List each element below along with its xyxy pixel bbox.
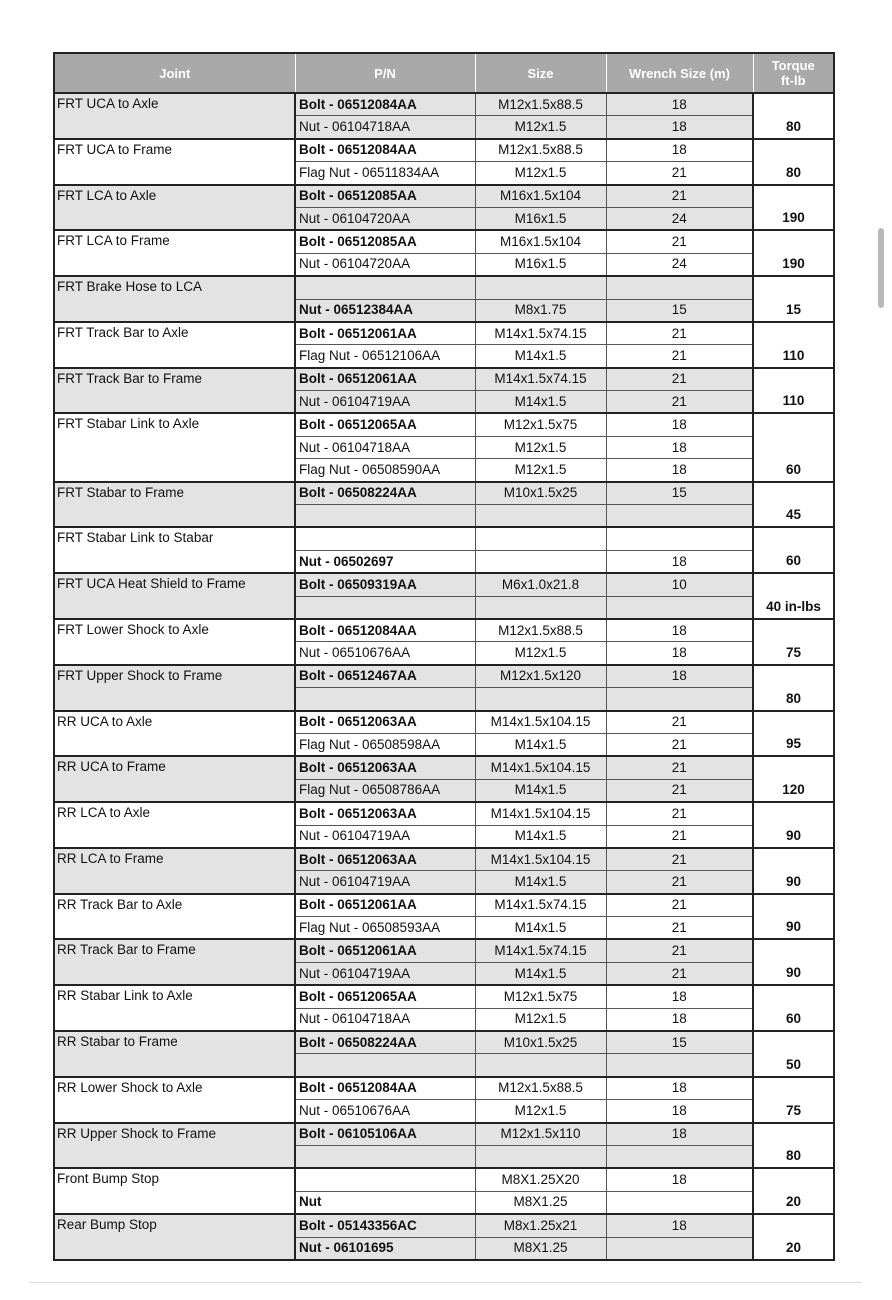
part-number-cell: Flag Nut - 06508593AA [295,917,475,940]
torque-value-cell: 110 [753,368,834,414]
part-number-cell: Flag Nut - 06508590AA [295,459,475,482]
size-cell: M6x1.0x21.8 [475,573,606,596]
size-cell: M14x1.5x104.15 [475,848,606,871]
torque-value-cell: 95 [753,711,834,757]
wrench-size-cell: 21 [606,230,753,253]
wrench-size-cell: 18 [606,1077,753,1100]
size-cell: M14x1.5x74.15 [475,322,606,345]
torque-value-cell: 190 [753,230,834,276]
part-number-cell: Flag Nut - 06508598AA [295,733,475,756]
size-cell: M12x1.5 [475,1100,606,1123]
table-row [54,368,834,391]
torque-spec-table [53,52,835,1261]
wrench-size-cell: 21 [606,894,753,917]
joint-cell: FRT UCA to Frame [54,139,295,185]
table-row [54,322,834,345]
table-row [54,1214,834,1237]
part-number-cell: Bolt - 06512084AA [295,1077,475,1100]
part-number-cell: Bolt - 06512063AA [295,802,475,825]
wrench-size-cell: 21 [606,848,753,871]
part-number-cell: Bolt - 06509319AA [295,573,475,596]
table-row [54,756,834,779]
size-cell: M12x1.5 [475,1008,606,1031]
torque-value-cell: 80 [753,93,834,139]
torque-value-cell: 110 [753,322,834,368]
header-torque-line2: ft-lb [780,73,806,88]
table-row [54,139,834,162]
table-row [54,93,834,116]
torque-value-cell: 120 [753,756,834,802]
table-row [54,230,834,253]
size-cell: M16x1.5 [475,207,606,230]
part-number-cell: Bolt - 06512061AA [295,894,475,917]
joint-cell: RR Track Bar to Axle [54,894,295,940]
size-cell: M16x1.5x104 [475,230,606,253]
size-cell [475,505,606,528]
table-row [54,665,834,688]
part-number-cell: Bolt - 06512061AA [295,368,475,391]
joint-cell: RR Upper Shock to Frame [54,1123,295,1169]
wrench-size-cell: 18 [606,1100,753,1123]
part-number-cell [295,596,475,619]
wrench-size-cell: 18 [606,550,753,573]
part-number-cell [295,527,475,550]
size-cell: M8x1.75 [475,299,606,322]
wrench-size-cell: 18 [606,1214,753,1237]
header-torque [753,53,834,93]
part-number-cell: Nut - 06101695 [295,1237,475,1260]
size-cell: M12x1.5 [475,642,606,665]
torque-value-cell: 90 [753,894,834,940]
joint-cell: FRT LCA to Axle [54,185,295,231]
torque-value-cell: 60 [753,985,834,1031]
part-number-cell: Flag Nut - 06508786AA [295,779,475,802]
part-number-cell: Bolt - 06512467AA [295,665,475,688]
part-number-cell: Nut - 06104718AA [295,1008,475,1031]
joint-cell: RR UCA to Axle [54,711,295,757]
part-number-cell: Flag Nut - 06511834AA [295,162,475,185]
size-cell [475,596,606,619]
wrench-size-cell: 21 [606,391,753,414]
wrench-size-cell: 18 [606,985,753,1008]
size-cell [475,276,606,299]
wrench-size-cell: 18 [606,1008,753,1031]
wrench-size-cell: 15 [606,299,753,322]
joint-cell: FRT Track Bar to Axle [54,322,295,368]
size-cell: M8x1.25x21 [475,1214,606,1237]
joint-cell: FRT Brake Hose to LCA [54,276,295,322]
wrench-size-cell: 18 [606,459,753,482]
table-row [54,1168,834,1191]
size-cell: M16x1.5x104 [475,185,606,208]
table-body [54,93,834,1260]
size-cell: M8X1.25X20 [475,1168,606,1191]
wrench-size-cell: 18 [606,1123,753,1146]
part-number-cell: Nut - 06502697 [295,550,475,573]
torque-value-cell: 90 [753,802,834,848]
wrench-size-cell [606,1145,753,1168]
size-cell: M12x1.5 [475,162,606,185]
wrench-size-cell [606,1191,753,1214]
size-cell: M12x1.5x88.5 [475,139,606,162]
table-row [54,413,834,436]
joint-cell: RR Lower Shock to Axle [54,1077,295,1123]
part-number-cell: Nut - 06104719AA [295,962,475,985]
wrench-size-cell: 21 [606,802,753,825]
size-cell: M16x1.5 [475,253,606,276]
wrench-size-cell: 18 [606,619,753,642]
part-number-cell [295,1145,475,1168]
table-header [54,53,834,93]
size-cell: M14x1.5x104.15 [475,756,606,779]
joint-cell: FRT Track Bar to Frame [54,368,295,414]
joint-cell: RR LCA to Frame [54,848,295,894]
size-cell: M14x1.5x74.15 [475,894,606,917]
joint-cell: FRT UCA Heat Shield to Frame [54,573,295,619]
size-cell [475,688,606,711]
size-cell: M8X1.25 [475,1191,606,1214]
part-number-cell: Bolt - 06512084AA [295,139,475,162]
part-number-cell [295,1168,475,1191]
wrench-size-cell: 24 [606,253,753,276]
table-row [54,939,834,962]
torque-value-cell: 75 [753,619,834,665]
part-number-cell: Nut - 06104720AA [295,253,475,276]
header-row [54,53,834,93]
size-cell: M14x1.5 [475,345,606,368]
part-number-cell: Nut - 06510676AA [295,642,475,665]
size-cell [475,527,606,550]
table-row [54,573,834,596]
wrench-size-cell: 21 [606,917,753,940]
size-cell: M10x1.5x25 [475,1031,606,1054]
part-number-cell [295,1054,475,1077]
size-cell: M14x1.5x74.15 [475,939,606,962]
size-cell: M14x1.5x104.15 [475,711,606,734]
wrench-size-cell: 18 [606,116,753,139]
divider-line [30,1282,862,1283]
size-cell: M14x1.5x74.15 [475,368,606,391]
torque-value-cell: 15 [753,276,834,322]
table-row [54,482,834,505]
wrench-size-cell [606,1237,753,1260]
part-number-cell: Bolt - 06512065AA [295,413,475,436]
part-number-cell: Bolt - 05143356AC [295,1214,475,1237]
part-number-cell: Nut - 06512384AA [295,299,475,322]
torque-spec-table-container [53,52,833,1261]
header-joint: Joint [54,53,295,93]
wrench-size-cell: 21 [606,779,753,802]
wrench-size-cell: 15 [606,1031,753,1054]
table-row [54,802,834,825]
size-cell: M12x1.5 [475,116,606,139]
size-cell: M14x1.5 [475,779,606,802]
joint-cell: RR Track Bar to Frame [54,939,295,985]
part-number-cell: Nut - 06104718AA [295,116,475,139]
size-cell: M14x1.5 [475,871,606,894]
part-number-cell: Bolt - 06512063AA [295,848,475,871]
joint-cell: RR LCA to Axle [54,802,295,848]
part-number-cell: Bolt - 06105106AA [295,1123,475,1146]
joint-cell: FRT Stabar Link to Axle [54,413,295,481]
torque-value-cell: 80 [753,1123,834,1169]
torque-value-cell: 190 [753,185,834,231]
joint-cell: FRT UCA to Axle [54,93,295,139]
size-cell: M12x1.5x88.5 [475,619,606,642]
wrench-size-cell: 18 [606,642,753,665]
part-number-cell: Flag Nut - 06512106AA [295,345,475,368]
part-number-cell: Bolt - 06512085AA [295,230,475,253]
size-cell [475,1145,606,1168]
part-number-cell: Bolt - 06512063AA [295,711,475,734]
size-cell: M8X1.25 [475,1237,606,1260]
table-row [54,1077,834,1100]
header-size: Size [475,53,606,93]
wrench-size-cell: 21 [606,962,753,985]
table-row [54,185,834,208]
joint-cell: FRT Upper Shock to Frame [54,665,295,711]
table-row [54,276,834,299]
joint-cell: FRT Stabar to Frame [54,482,295,528]
joint-cell: Rear Bump Stop [54,1214,295,1260]
wrench-size-cell: 21 [606,162,753,185]
wrench-size-cell: 21 [606,345,753,368]
joint-cell: FRT Stabar Link to Stabar [54,527,295,573]
wrench-size-cell: 18 [606,139,753,162]
part-number-cell: Nut - 06510676AA [295,1100,475,1123]
size-cell: M12x1.5x75 [475,985,606,1008]
torque-value-cell: 90 [753,848,834,894]
header-wrench-size: Wrench Size (m) [606,53,753,93]
table-row [54,1123,834,1146]
wrench-size-cell [606,505,753,528]
joint-cell: FRT Lower Shock to Axle [54,619,295,665]
joint-cell: RR Stabar to Frame [54,1031,295,1077]
wrench-size-cell: 21 [606,185,753,208]
wrench-size-cell: 21 [606,756,753,779]
wrench-size-cell [606,276,753,299]
part-number-cell: Nut - 06104720AA [295,207,475,230]
size-cell: M14x1.5 [475,825,606,848]
wrench-size-cell: 24 [606,207,753,230]
part-number-cell: Bolt - 06512085AA [295,185,475,208]
joint-cell: RR Stabar Link to Axle [54,985,295,1031]
size-cell: M12x1.5 [475,459,606,482]
table-row [54,1031,834,1054]
torque-value-cell: 20 [753,1168,834,1214]
size-cell: M12x1.5x88.5 [475,93,606,116]
header-torque-line1: Torque [771,58,815,73]
wrench-size-cell: 21 [606,711,753,734]
part-number-cell: Bolt - 06508224AA [295,1031,475,1054]
torque-value-cell: 80 [753,139,834,185]
torque-value-cell: 60 [753,413,834,481]
torque-value-cell: 45 [753,482,834,528]
part-number-cell [295,276,475,299]
size-cell: M12x1.5x120 [475,665,606,688]
wrench-size-cell: 21 [606,871,753,894]
wrench-size-cell: 21 [606,368,753,391]
wrench-size-cell: 18 [606,93,753,116]
wrench-size-cell: 18 [606,436,753,458]
wrench-size-cell: 21 [606,825,753,848]
table-row [54,985,834,1008]
part-number-cell: Bolt - 06512084AA [295,93,475,116]
table-row [54,711,834,734]
part-number-cell: Bolt - 06512061AA [295,322,475,345]
torque-value-cell: 75 [753,1077,834,1123]
table-row [54,527,834,550]
torque-value-cell: 20 [753,1214,834,1260]
size-cell: M10x1.5x25 [475,482,606,505]
table-row [54,848,834,871]
part-number-cell: Nut - 06104719AA [295,825,475,848]
part-number-cell: Nut - 06104719AA [295,871,475,894]
wrench-size-cell: 10 [606,573,753,596]
part-number-cell: Nut - 06104719AA [295,391,475,414]
size-cell: M12x1.5x110 [475,1123,606,1146]
wrench-size-cell: 18 [606,665,753,688]
wrench-size-cell [606,1054,753,1077]
wrench-size-cell: 21 [606,322,753,345]
wrench-size-cell: 18 [606,1168,753,1191]
part-number-cell [295,505,475,528]
size-cell: M12x1.5x75 [475,413,606,436]
part-number-cell: Bolt - 06508224AA [295,482,475,505]
part-number-cell [295,688,475,711]
torque-value-cell: 80 [753,665,834,711]
wrench-size-cell: 21 [606,939,753,962]
joint-cell: RR UCA to Frame [54,756,295,802]
torque-value-cell: 50 [753,1031,834,1077]
part-number-cell: Nut [295,1191,475,1214]
size-cell: M14x1.5 [475,391,606,414]
size-cell: M14x1.5x104.15 [475,802,606,825]
table-row [54,894,834,917]
joint-cell: FRT LCA to Frame [54,230,295,276]
part-number-cell: Bolt - 06512065AA [295,985,475,1008]
torque-value-cell: 90 [753,939,834,985]
size-cell: M12x1.5 [475,436,606,458]
part-number-cell: Bolt - 06512084AA [295,619,475,642]
size-cell: M14x1.5 [475,733,606,756]
header-pn: P/N [295,53,475,93]
part-number-cell: Bolt - 06512061AA [295,939,475,962]
wrench-size-cell [606,527,753,550]
size-cell [475,550,606,573]
wrench-size-cell [606,596,753,619]
joint-cell: Front Bump Stop [54,1168,295,1214]
size-cell: M14x1.5 [475,962,606,985]
wrench-size-cell: 15 [606,482,753,505]
wrench-size-cell: 21 [606,733,753,756]
part-number-cell: Nut - 06104718AA [295,436,475,458]
torque-value-cell: 60 [753,527,834,573]
scrollbar-thumb[interactable] [878,228,884,308]
part-number-cell: Bolt - 06512063AA [295,756,475,779]
size-cell: M12x1.5x88.5 [475,1077,606,1100]
wrench-size-cell: 18 [606,413,753,436]
torque-value-cell: 40 in-lbs [753,573,834,619]
table-row [54,619,834,642]
size-cell: M14x1.5 [475,917,606,940]
size-cell [475,1054,606,1077]
wrench-size-cell [606,688,753,711]
